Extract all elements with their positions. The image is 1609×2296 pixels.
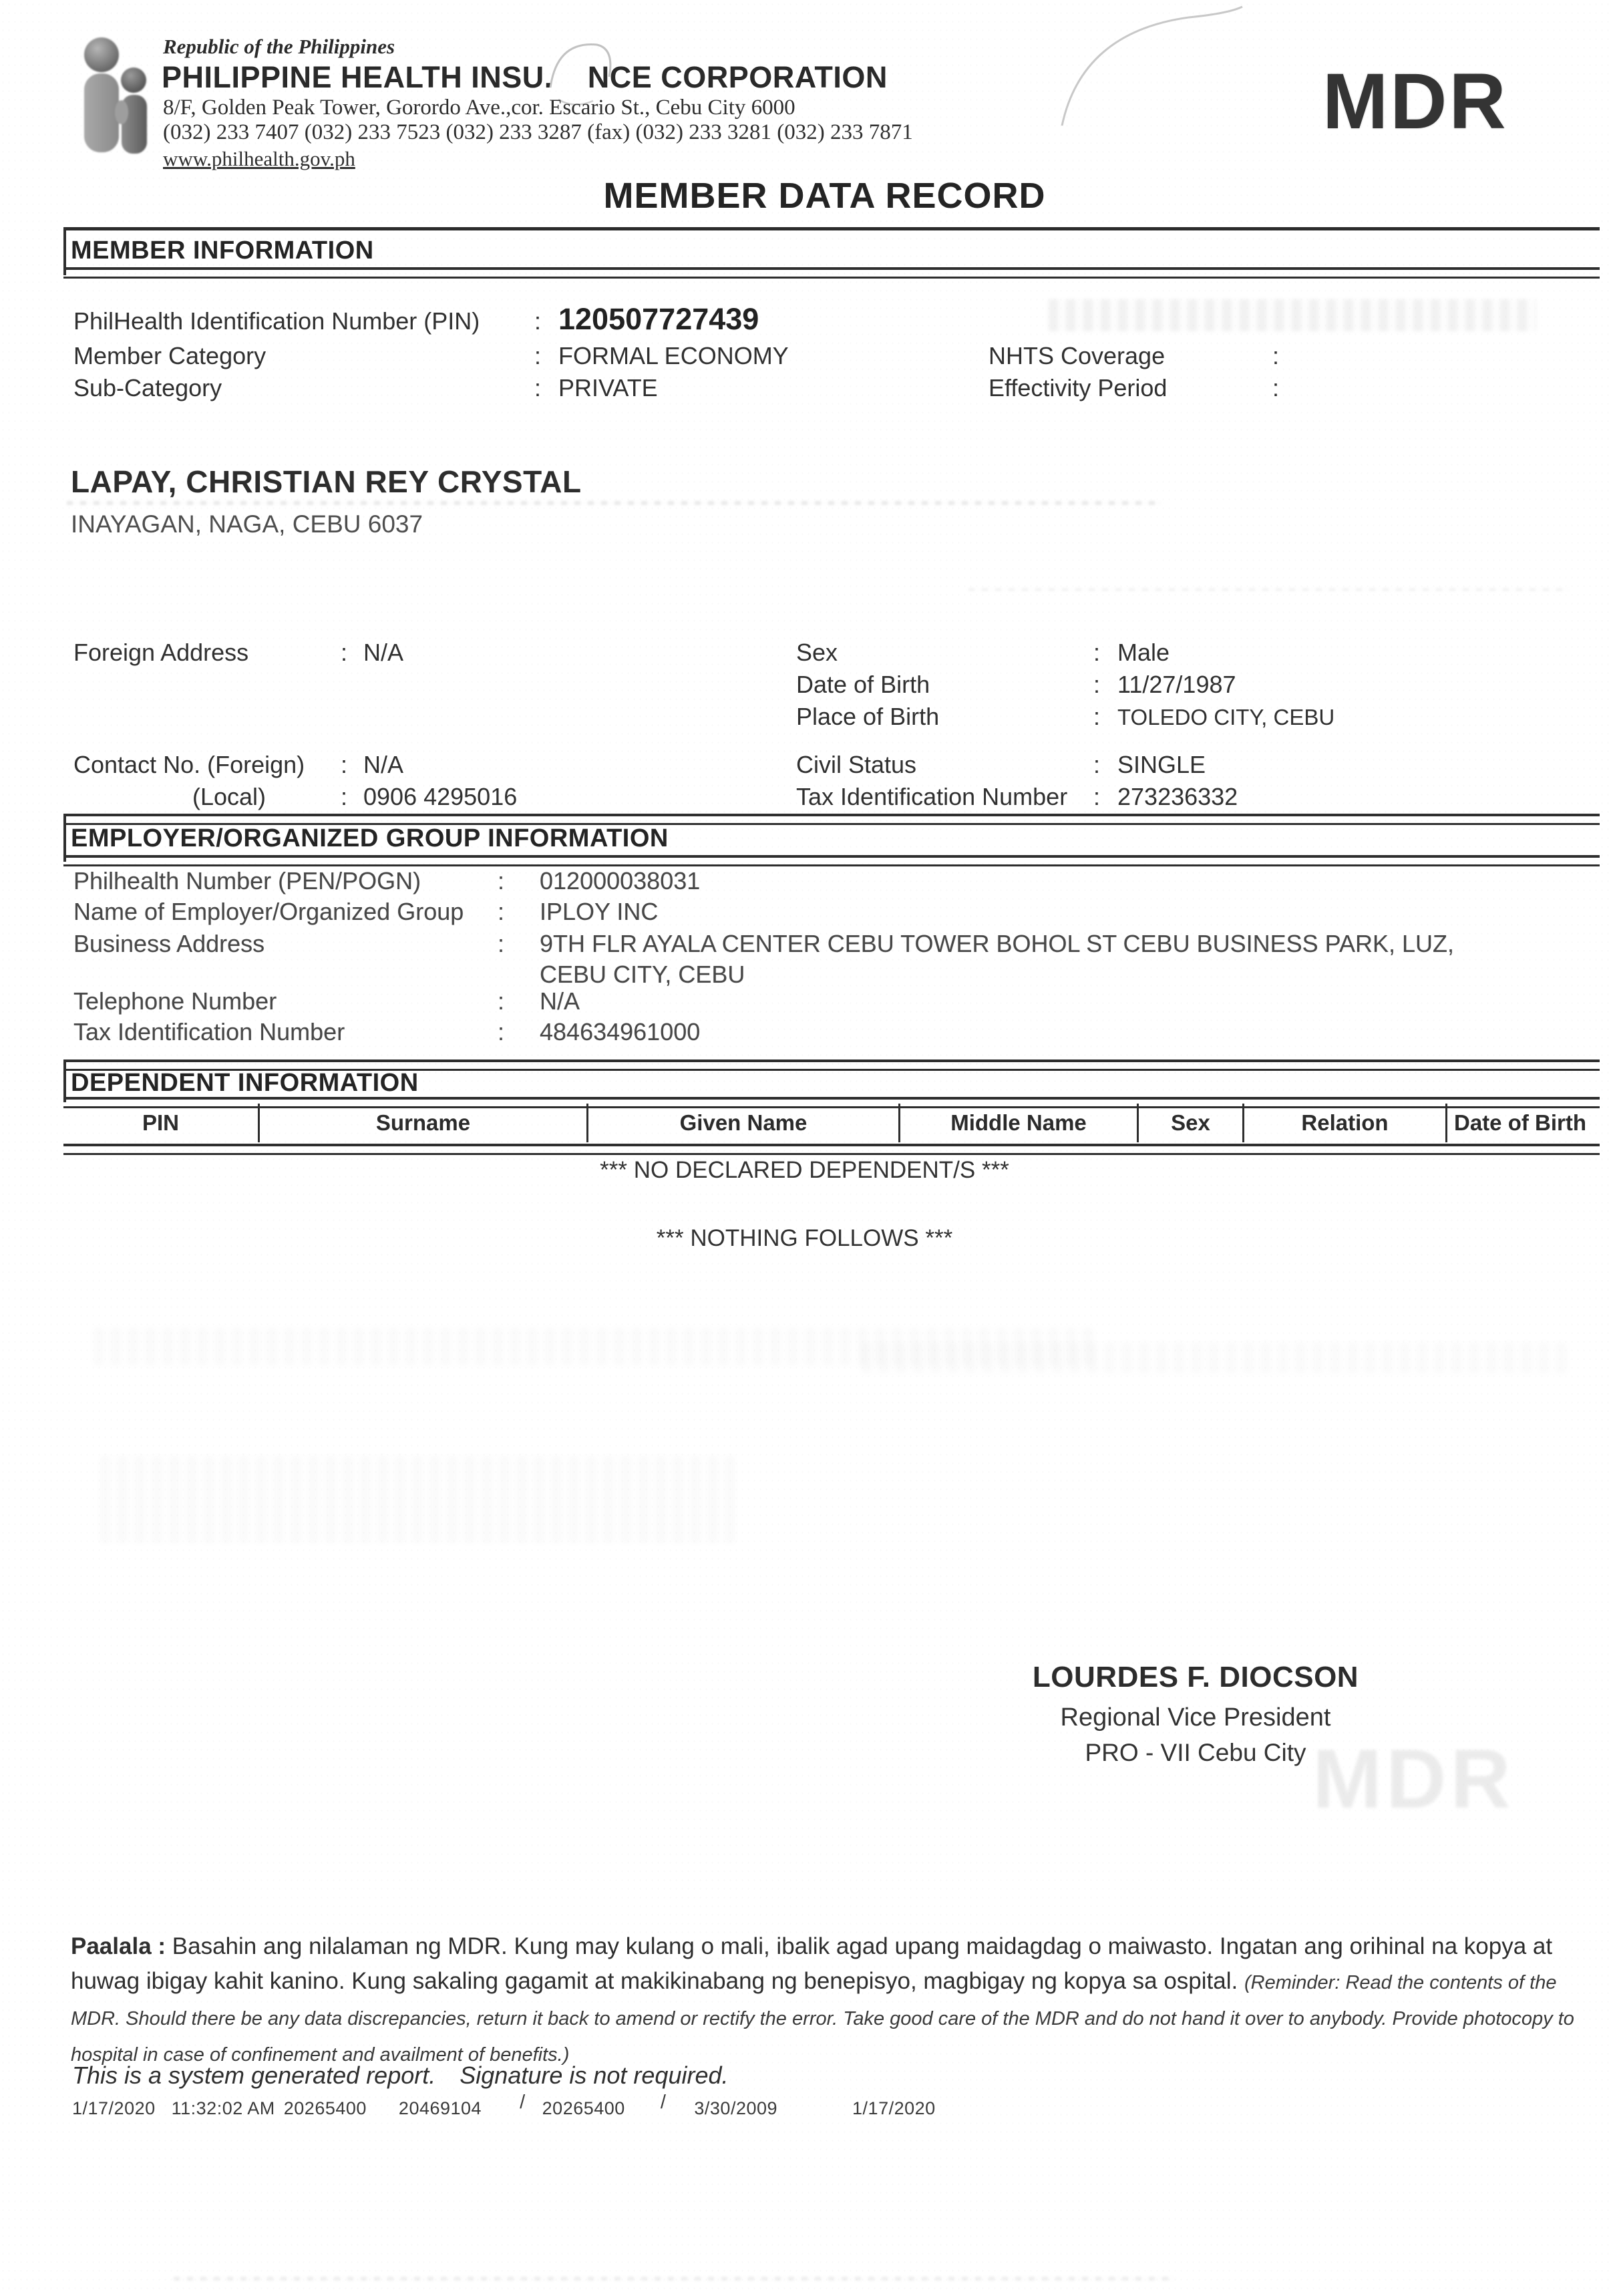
corporation-name — [162, 60, 888, 95]
website-url: www.philhealth.gov.ph — [163, 147, 355, 170]
civil-status-label: Civil Status — [796, 751, 917, 778]
date-of-birth-label: Date of Birth — [796, 671, 930, 698]
signatory-title: Regional Vice President — [1060, 1703, 1331, 1732]
employer-name-row — [73, 898, 658, 926]
place-of-birth-value: TOLEDO CITY, CEBU — [1117, 705, 1335, 729]
employer-telephone-row — [73, 987, 580, 1015]
section-rule — [63, 227, 1600, 230]
foreign-address-row — [73, 639, 403, 667]
employer-name-label: Name of Employer/Organized Group — [73, 898, 464, 925]
philhealth-people-logo — [77, 33, 158, 164]
colon: : — [1093, 671, 1101, 698]
pin-row — [73, 302, 759, 337]
contact-foreign-label: Contact No. (Foreign) — [73, 751, 305, 778]
sub-category-row — [73, 374, 658, 402]
nhts-coverage-label: NHTS Coverage — [989, 342, 1166, 369]
signatory-name: LOURDES F. DIOCSON — [1032, 1661, 1359, 1693]
member-tin-value: 273236332 — [1117, 783, 1238, 810]
date-of-birth-value: 11/27/1987 — [1117, 671, 1236, 698]
member-category-row — [73, 342, 789, 370]
colon: : — [341, 751, 348, 778]
employer-tin-label: Tax Identification Number — [73, 1018, 345, 1045]
paalala-label: Paalala : — [71, 1933, 166, 1959]
colon: : — [534, 307, 542, 335]
colon: : — [498, 898, 505, 925]
paalala-english-text: (Reminder: Read the contents of the MDR. Should there be any data discrepancies, return it back to amend or rectify the error. Take good care of the MDR and do not hand it over to anybody. Provide photocopy to hospital in case of confinement and availment of benefits.) — [71, 1972, 1574, 2066]
dependent-table-header — [63, 1104, 1600, 1142]
system-generated-note — [72, 2062, 729, 2090]
section-double-rule — [63, 267, 1600, 279]
colon: : — [1093, 703, 1101, 730]
sub-category-value: PRIVATE — [558, 374, 658, 401]
foreign-address-label: Foreign Address — [73, 639, 249, 666]
contact-foreign-row — [73, 751, 403, 779]
pen-value: 012000038031 — [540, 867, 701, 894]
employer-tin-row — [73, 1018, 700, 1046]
column-surname: Surname — [258, 1104, 586, 1142]
pin-label: PhilHealth Identification Number (PIN) — [73, 307, 480, 335]
fold-crease-icon — [553, 81, 588, 88]
corporation-name-right: NCE CORPORATION — [587, 60, 888, 94]
print-date: 1/17/2020 — [72, 2098, 156, 2118]
member-information-heading: MEMBER INFORMATION — [71, 236, 374, 265]
meta-number: 20265400 — [542, 2098, 625, 2118]
colon: : — [341, 639, 348, 666]
sex-label: Sex — [796, 639, 838, 666]
business-address-value: 9TH FLR AYALA CENTER CEBU TOWER BOHOL ST CEBU BUSINESS PARK, LUZ, CEBU CITY, CEBU — [540, 930, 1455, 988]
column-sex: Sex — [1137, 1104, 1242, 1142]
section-double-rule — [63, 814, 1600, 825]
member-tin-label: Tax Identification Number — [796, 783, 1068, 810]
mdr-badge: MDR — [1322, 57, 1508, 146]
meta-date: 1/17/2020 — [852, 2098, 936, 2118]
column-relation: Relation — [1242, 1104, 1445, 1142]
employer-telephone-label: Telephone Number — [73, 987, 277, 1015]
section-double-rule — [63, 855, 1600, 866]
column-middle-name: Middle Name — [898, 1104, 1137, 1142]
scan-bleed-smudge — [862, 1343, 1570, 1373]
paalala-tagalog-text: Basahin ang nilalaman ng MDR. Kung may kulang o mali, ibalik agad upang maidagdag o maiwasto. Ingatan ang orihinal na kopya at huwag ibigay kahit kanino. Kung sakaling gagamit at makikinabang ng benepisyo, magbigay ng kopya sa ospital. — [71, 1933, 1553, 1994]
pen-row — [73, 867, 700, 895]
member-category-value: FORMAL ECONOMY — [558, 342, 789, 369]
section-tick — [63, 1059, 66, 1102]
employer-telephone-value: N/A — [540, 987, 580, 1015]
system-note-sentence-1: This is a system generated report. — [72, 2062, 436, 2089]
employer-tin-value: 484634961000 — [540, 1018, 701, 1045]
meta-number: 20469104 — [398, 2098, 482, 2118]
colon: : — [1093, 783, 1101, 810]
corporation-name-left: PHILIPPINE HEALTH INSU. — [162, 60, 553, 94]
nhts-coverage-row — [989, 342, 1295, 370]
scan-bleed-smudge — [100, 1456, 735, 1543]
place-of-birth-row — [796, 703, 1334, 731]
republic-line: Republic of the Philippines — [163, 35, 395, 58]
signatory-office: PRO - VII Cebu City — [1085, 1739, 1306, 1766]
document-title: MEMBER DATA RECORD — [603, 176, 1046, 216]
section-double-rule — [63, 1144, 1600, 1155]
foreign-address-value: N/A — [363, 639, 404, 666]
system-note-sentence-2: Signature is not required. — [460, 2062, 729, 2089]
scan-crease — [1022, 5, 1276, 142]
scan-streak — [968, 588, 1570, 591]
pen-label: Philhealth Number (PEN/POGN) — [73, 867, 421, 894]
slash-mark: / — [520, 2092, 526, 2113]
contact-local-row — [73, 783, 517, 811]
colon: : — [498, 867, 505, 894]
date-of-birth-row — [796, 671, 1236, 699]
meta-date: 3/30/2009 — [694, 2098, 778, 2118]
colon: : — [341, 783, 348, 810]
contact-local-value: 0906 4295016 — [363, 783, 518, 810]
colon: : — [1093, 639, 1101, 666]
member-home-address: INAYAGAN, NAGA, CEBU 6037 — [71, 510, 423, 538]
colon: : — [1093, 751, 1101, 778]
report-meta-row — [72, 2092, 936, 2120]
employer-information-heading: EMPLOYER/ORGANIZED GROUP INFORMATION — [71, 824, 669, 852]
column-date-of-birth: Date of Birth — [1445, 1104, 1593, 1142]
member-tin-row — [796, 783, 1238, 811]
contact-foreign-value: N/A — [363, 751, 404, 778]
pin-value: 120507727439 — [558, 302, 759, 336]
effectivity-period-row — [989, 374, 1295, 402]
colon: : — [534, 374, 542, 401]
civil-status-value: SINGLE — [1117, 751, 1206, 778]
faded-stamp-smudge — [1049, 299, 1536, 331]
colon: : — [498, 987, 505, 1015]
scan-streak — [67, 501, 1162, 505]
office-address: 8/F, Golden Peak Tower, Gorordo Ave.,cor. Escario St., Cebu City 6000 — [163, 96, 795, 120]
business-address-label: Business Address — [73, 930, 265, 957]
colon: : — [1272, 342, 1280, 369]
sex-value: Male — [1117, 639, 1170, 666]
business-address-row — [73, 929, 1488, 990]
member-name: LAPAY, CHRISTIAN REY CRYSTAL — [71, 464, 582, 499]
slash-mark: / — [660, 2092, 667, 2113]
meta-number: 20265400 — [283, 2098, 367, 2118]
effectivity-period-label: Effectivity Period — [989, 374, 1168, 401]
member-category-label: Member Category — [73, 342, 266, 369]
contact-local-label: (Local) — [192, 783, 266, 810]
colon: : — [498, 1018, 505, 1045]
mdr-watermark: MDR — [1312, 1733, 1515, 1826]
place-of-birth-label: Place of Birth — [796, 703, 940, 730]
employer-name-value: IPLOY INC — [540, 898, 659, 925]
scan-streak — [174, 2277, 1176, 2281]
colon: : — [498, 930, 505, 957]
civil-status-row — [796, 751, 1206, 779]
no-dependents-text: *** NO DECLARED DEPENDENT/S *** — [600, 1157, 1009, 1183]
colon: : — [1272, 374, 1280, 401]
sub-category-label: Sub-Category — [73, 374, 222, 401]
column-pin: PIN — [142, 1110, 179, 1135]
nothing-follows-text: *** NOTHING FOLLOWS *** — [656, 1225, 953, 1251]
column-given-name: Given Name — [586, 1104, 898, 1142]
colon: : — [534, 342, 542, 369]
phone-numbers: (032) 233 7407 (032) 233 7523 (032) 233 3287 (fax) (032) 233 3281 (032) 233 7871 — [163, 120, 913, 144]
print-time: 11:32:02 AM — [171, 2098, 275, 2118]
sex-row — [796, 639, 1170, 667]
dependent-information-heading: DEPENDENT INFORMATION — [71, 1069, 419, 1097]
reminder-paragraph — [71, 1929, 1602, 2072]
